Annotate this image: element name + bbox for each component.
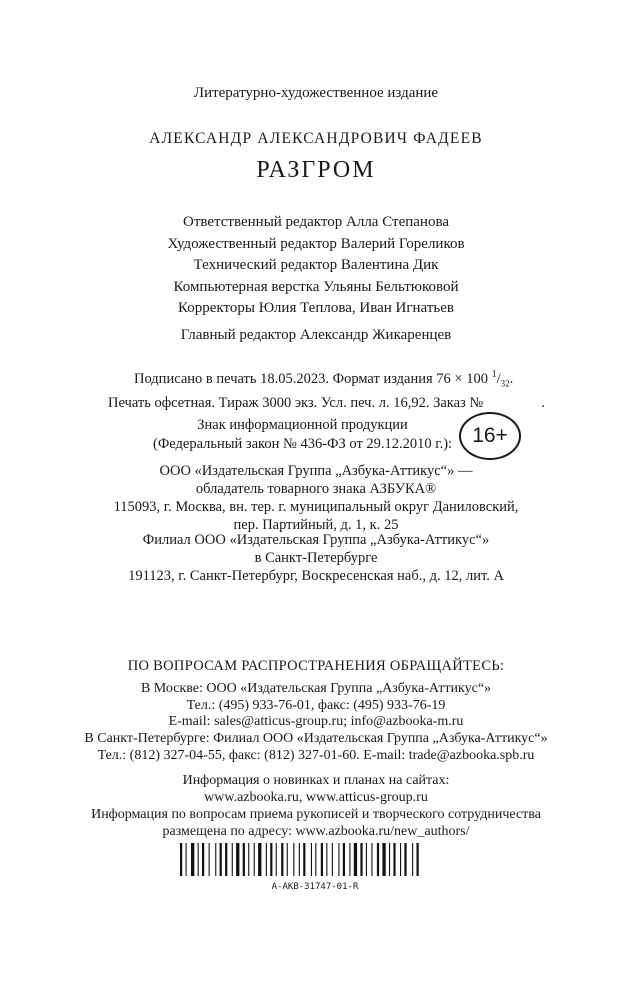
book-title: РАЗГРОМ <box>256 157 376 183</box>
spb-contacts: В Санкт-Петербурге: Филиал ООО «Издательская Группа „Азбука-Аттикус“» Тел.: (812) 327-04-55, факс: (812) 327-01-60. E-mail: trade@azbooka.spb.ru <box>84 731 548 763</box>
moscow-contacts: В Москве: ООО «Издательская Группа „Азбука-Аттикус“» Тел.: (495) 933-76-01, факс: (495) 933-76-19 E-mail: sales@atticus-group.ru; info@azbooka-m.ru <box>140 681 492 729</box>
editorial-staff <box>0 212 632 320</box>
staff-line: Технический редактор Валентина Дик <box>193 257 439 273</box>
print-line-1: Подписано в печать 18.05.2023. Формат издания 76 × 100 $^1/_{32}$. <box>134 369 514 389</box>
age-rating-badge: 16+ <box>459 412 521 460</box>
print-line-2: Печать офсетная. Тираж 3000 экз. Усл. печ. л. 16,92. Заказ № . <box>108 394 545 411</box>
staff-line: Корректоры Юлия Теплова, Иван Игнатьев <box>178 300 454 316</box>
staff-line: Художественный редактор Валерий Гореликов <box>167 235 465 252</box>
author-name: АЛЕКСАНДР АЛЕКСАНДРОВИЧ ФАДЕЕВ <box>149 130 483 147</box>
staff-line: Ответственный редактор Алла Степанова <box>183 214 449 230</box>
manuscripts-info: Информация по вопросам приема рукописей и творческого сотрудничества размещена по адресу: www.azbooka.ru/new_authors/ <box>91 807 541 839</box>
publisher-block: ООО «Издательская Группа „Азбука-Аттикус“» — обладатель товарного знака АЗБУКА® 115093, г. Москва, вн. тер. г. муниципальный округ Даниловский, пер. Партийный, д. 1, к. 25 <box>113 463 519 533</box>
barcode-image <box>180 843 450 876</box>
imprint-type: Литературно-художественное издание <box>193 85 439 101</box>
staff-line: Компьютерная верстка Ульяны Бельтюковой <box>173 278 459 295</box>
distribution-heading: ПО ВОПРОСАМ РАСПРОСТРАНЕНИЯ ОБРАЩАЙТЕСЬ: <box>127 658 505 674</box>
info-product-sign: Знак информационной продукции (Федеральный закон № 436-ФЗ от 29.12.2010 г.): <box>153 417 453 452</box>
print-details <box>0 365 632 413</box>
branch-block: Филиал ООО «Издательская Группа „Азбука-Аттикус“» в Санкт-Петербурге 191123, г. Санкт-Петербург, Воскресенская наб., д. 12, лит. А <box>128 532 504 584</box>
barcode-code: А-АКВ-31747-01-R <box>271 882 359 892</box>
chief-editor: Главный редактор Александр Жикаренцев <box>180 327 452 343</box>
websites-info: Информация о новинках и планах на сайтах: www.azbooka.ru, www.atticus-group.ru <box>182 773 450 805</box>
